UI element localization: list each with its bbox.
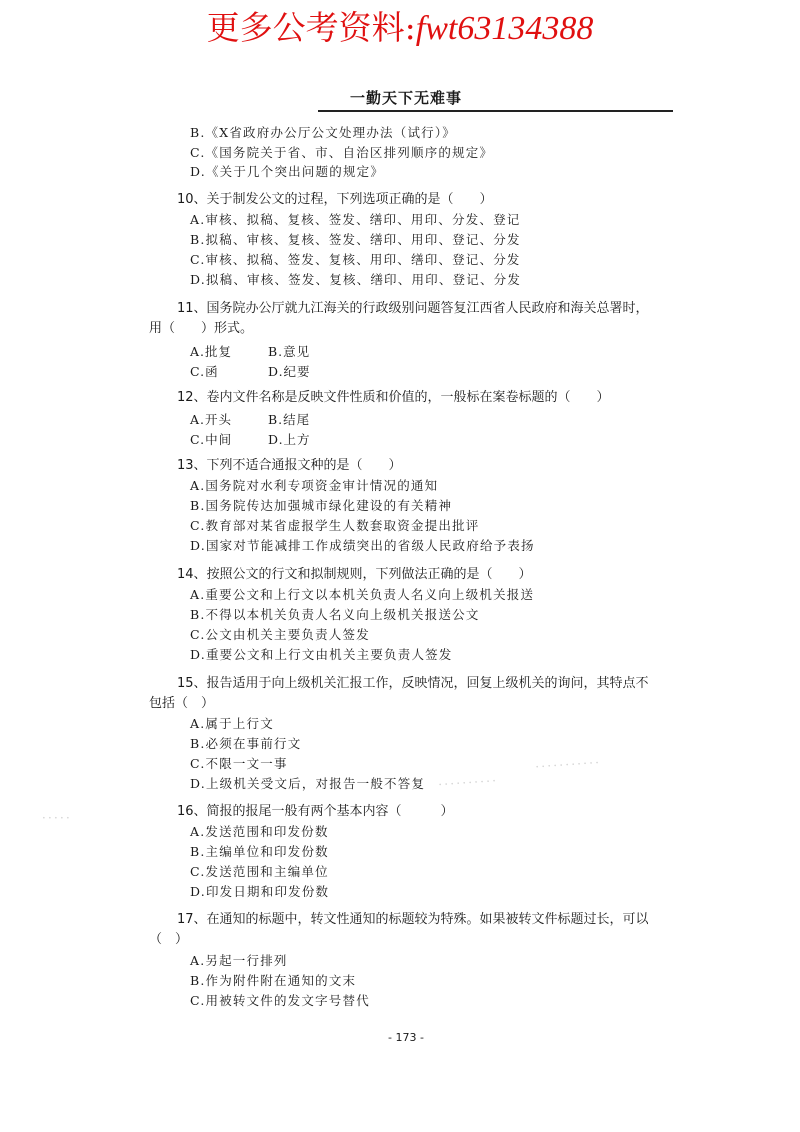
- question-10-option-b: B.拟稿、审核、复核、签发、缮印、用印、登记、分发: [190, 232, 521, 247]
- bleed-through-mark: ．．．．．: [42, 807, 79, 821]
- promo-banner-prefix: 更多公考资料:: [206, 8, 416, 47]
- question-14-option-a: A.重要公文和上行文以本机关负责人名义向上级机关报送: [190, 587, 535, 602]
- question-16-option-a: A.发送范围和印发份数: [190, 824, 329, 839]
- question-11-option-d: D.纪要: [268, 364, 311, 379]
- question-17-line-1: 17、在通知的标题中，转文性通知的标题较为特殊。如果被转文件标题过长，可以: [177, 912, 649, 927]
- question-12-option-b: B.结尾: [268, 412, 311, 427]
- question-15-option-d: D.上级机关受文后，对报告一般不答复: [190, 776, 426, 791]
- question-11-option-c: C.函: [190, 364, 219, 379]
- question-16-option-c: C.发送范围和主编单位: [190, 864, 329, 879]
- question-17-option-a: A.另起一行排列: [190, 953, 288, 968]
- question-14-option-c: C.公文由机关主要负责人签发: [190, 627, 370, 642]
- bleed-through-mark: ．．．．．．．．．．: [437, 769, 505, 789]
- question-10-option-c: C.审核、拟稿、签发、复核、用印、缮印、登记、分发: [190, 252, 521, 267]
- question-15-line-1: 15、报告适用于向上级机关汇报工作，反映情况，回复上级机关的询问，其特点不: [177, 676, 649, 691]
- question-11-option-b: B.意见: [268, 344, 311, 359]
- question-16: 16、简报的报尾一般有两个基本内容（ ）: [177, 804, 454, 819]
- question-15-option-a: A.属于上行文: [190, 716, 274, 731]
- page-header-motto: 一勤天下无难事: [350, 89, 463, 107]
- previous-question-option-b: B.《X省政府办公厅公文处理办法（试行）》: [190, 125, 457, 140]
- question-13-option-d: D.国家对节能减排工作成绩突出的省级人民政府给予表扬: [190, 538, 535, 553]
- question-12-option-c: C.中间: [190, 432, 233, 447]
- question-17-option-b: B.作为附件附在通知的文末: [190, 973, 357, 988]
- question-16-option-d: D.印发日期和印发份数: [190, 884, 330, 899]
- question-14-option-b: B.不得以本机关负责人名义向上级机关报送公文: [190, 607, 480, 622]
- promo-banner-code: fwt63134388: [415, 10, 594, 47]
- question-17-option-c: C.用被转文件的发文字号替代: [190, 993, 370, 1008]
- question-13-option-b: B.国务院传达加强城市绿化建设的有关精神: [190, 498, 453, 513]
- question-16-option-b: B.主编单位和印发份数: [190, 844, 329, 859]
- bleed-through-mark: ．．．．．．．．．．．: [534, 751, 608, 771]
- question-11-line-1: 11、国务院办公厅就九江海关的行政级别问题答复江西省人民政府和海关总署时，: [177, 301, 649, 316]
- question-13: 13、下列不适合通报文种的是（ ）: [177, 458, 402, 473]
- question-10: 10、关于制发公文的过程，下列选项正确的是（ ）: [177, 192, 493, 207]
- question-12-option-a: A.开头: [190, 412, 233, 427]
- question-11-option-a: A.批复: [190, 344, 233, 359]
- question-12: 12、卷内文件名称是反映文件性质和价值的，一般标在案卷标题的（ ）: [177, 390, 610, 405]
- question-17-line-2: （ ）: [149, 932, 189, 947]
- question-10-option-a: A.审核、拟稿、复核、签发、缮印、用印、分发、登记: [190, 212, 521, 227]
- previous-question-option-d: D.《关于几个突出问题的规定》: [190, 164, 385, 179]
- question-14-option-d: D.重要公文和上行文由机关主要负责人签发: [190, 647, 453, 662]
- previous-question-option-c: C.《国务院关于省、市、自治区排列顺序的规定》: [190, 145, 494, 160]
- question-10-option-d: D.拟稿、审核、签发、复核、缮印、用印、登记、分发: [190, 272, 522, 287]
- page-number: - 173 -: [388, 1031, 424, 1044]
- question-15-line-2: 包括（ ）: [149, 696, 215, 711]
- question-13-option-a: A.国务院对水利专项资金审计情况的通知: [190, 478, 439, 493]
- question-15-option-b: B.必须在事前行文: [190, 736, 302, 751]
- question-15-option-c: C.不限一文一事: [190, 756, 288, 771]
- question-11-line-2: 用（ ）形式。: [149, 321, 254, 336]
- question-14: 14、按照公文的行文和拟制规则，下列做法正确的是（ ）: [177, 567, 532, 582]
- question-12-option-d: D.上方: [268, 432, 311, 447]
- question-13-option-c: C.教育部对某省虚报学生人数套取资金提出批评: [190, 518, 480, 533]
